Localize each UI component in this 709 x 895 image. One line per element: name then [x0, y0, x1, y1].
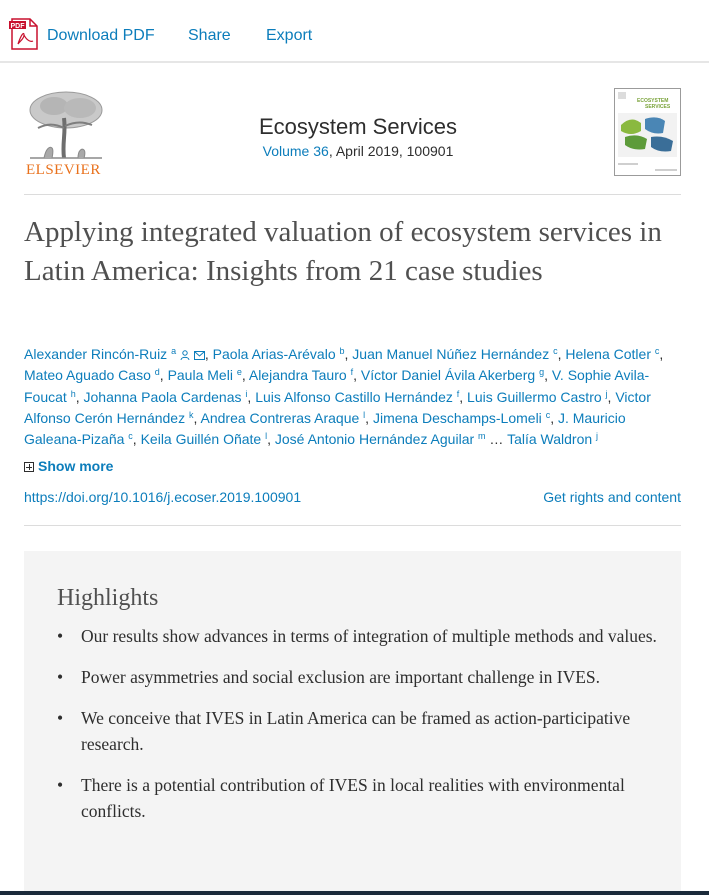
- download-pdf-link[interactable]: Download PDF: [47, 27, 155, 44]
- bullet-icon: •: [57, 708, 64, 728]
- author-link[interactable]: Andrea Contreras Araque $^l$: [200, 409, 366, 426]
- author-ellipsis: …: [489, 431, 504, 448]
- author-link[interactable]: Alexander Rincón-Ruiz $^a$: [24, 346, 205, 362]
- article-title: Applying integrated valuation of ecosystem services in Latin America: Insights from 21 case studies: [24, 216, 662, 287]
- header-divider: [24, 194, 681, 195]
- journal-name-link[interactable]: Ecosystem Services: [258, 114, 458, 139]
- bottom-edge-bar: [0, 891, 709, 895]
- elsevier-wordmark[interactable]: ELSEVIER: [26, 162, 101, 178]
- author-link[interactable]: Luis Guillermo Castro $^j$: [467, 388, 608, 405]
- author-link[interactable]: Alejandra Tauro $^f$: [248, 367, 354, 384]
- volume-link[interactable]: Volume 36: [262, 143, 329, 159]
- email-icon[interactable]: [194, 351, 205, 360]
- show-more-authors-button[interactable]: Show more: [24, 458, 113, 474]
- journal-issue-info: [200, 143, 516, 159]
- rights-and-content-link[interactable]: Get rights and content: [543, 489, 681, 505]
- bullet-icon: •: [57, 667, 64, 687]
- author-link[interactable]: Juan Manuel Núñez Hernández $^c$: [352, 346, 558, 362]
- svg-text:PDF: PDF: [10, 22, 25, 30]
- author-list: Alexander Rincón-Ruiz $^a$ , Paola Arias-Arévalo $^b$, Juan Manuel Núñez Hernández $^c$, Helena Cotler $^c$, Mateo Aguado Caso $^d$, Paula Meli $^e$, Alejandra Tauro $^f$, Víctor Daniel Ávila Akerberg $^g$, V. Sophie Avila-Foucat $^h$, Johanna Paola Cardenas $^i$, Luis Alfonso Castillo Hernández $^f$, Luis Guillermo Castro $^j$, Victor Alfonso Cerón Hernández $^k$, Andrea Contreras Araque $^l$, Jimena Deschamps-Lomeli $^c$, J. Mauricio Galeana-Pizaña $^c$, Keila Guillén Oñate $^l$, José Antonio Hernández Aguilar $^m$ … Talía Waldron $^j$: [24, 346, 664, 448]
- author-link[interactable]: Víctor Daniel Ávila Akerberg $^g$: [360, 367, 545, 384]
- author-link[interactable]: Paula Meli $^e$: [167, 367, 242, 384]
- cover-artwork-icon: [615, 89, 680, 175]
- highlight-item: • We conceive that IVES in Latin America can be framed as action-participative research.: [57, 705, 657, 757]
- author-link[interactable]: Victor Alfonso Cerón Hernández $^k$: [24, 388, 651, 426]
- highlight-item: • Our results show advances in terms of integration of multiple methods and values.: [57, 623, 657, 649]
- author-link[interactable]: José Antonio Hernández Aguilar $^m$: [274, 431, 486, 448]
- author-link[interactable]: Talía Waldron $^j$: [507, 431, 599, 448]
- share-link[interactable]: Share: [188, 27, 231, 44]
- bullet-icon: •: [57, 626, 64, 646]
- svg-text:SERVICES: SERVICES: [645, 104, 671, 110]
- author-link[interactable]: Luis Alfonso Castillo Hernández $^f$: [255, 388, 460, 405]
- highlight-item: • There is a potential contribution of IVES in local realities with environmental conflicts.: [57, 772, 657, 824]
- svg-text:ECOSYSTEM: ECOSYSTEM: [637, 98, 669, 104]
- author-link[interactable]: Mateo Aguado Caso $^d$: [24, 367, 160, 384]
- plus-icon: [24, 462, 34, 472]
- author-link[interactable]: Paola Arias-Arévalo $^b$: [212, 346, 345, 362]
- person-icon[interactable]: [180, 350, 190, 360]
- issue-date-text: , April 2019, 100901: [328, 143, 454, 159]
- highlights-list: [57, 623, 657, 839]
- highlights-section: [24, 551, 681, 895]
- doi-link[interactable]: https://doi.org/10.1016/j.ecoser.2019.100901: [24, 489, 302, 505]
- highlights-heading: Highlights: [57, 585, 159, 611]
- export-link[interactable]: Export: [266, 27, 313, 44]
- pdf-file-icon[interactable]: [9, 18, 39, 50]
- author-link[interactable]: Johanna Paola Cardenas $^i$: [83, 388, 248, 405]
- author-link[interactable]: Jimena Deschamps-Lomeli $^c$: [372, 409, 551, 426]
- author-link[interactable]: Helena Cotler $^c$: [565, 346, 660, 362]
- bullet-icon: •: [57, 775, 64, 795]
- author-link[interactable]: V. Sophie Avila-Foucat $^h$: [24, 367, 650, 405]
- journal-cover-thumbnail[interactable]: [614, 88, 681, 176]
- article-toolbar: [0, 0, 709, 63]
- author-link[interactable]: Keila Guillén Oñate $^l$: [140, 431, 268, 448]
- meta-divider: [24, 525, 681, 526]
- highlight-item: • Power asymmetries and social exclusion are important challenge in IVES.: [57, 664, 657, 690]
- author-link[interactable]: J. Mauricio Galeana-Pizaña $^c$: [24, 409, 626, 448]
